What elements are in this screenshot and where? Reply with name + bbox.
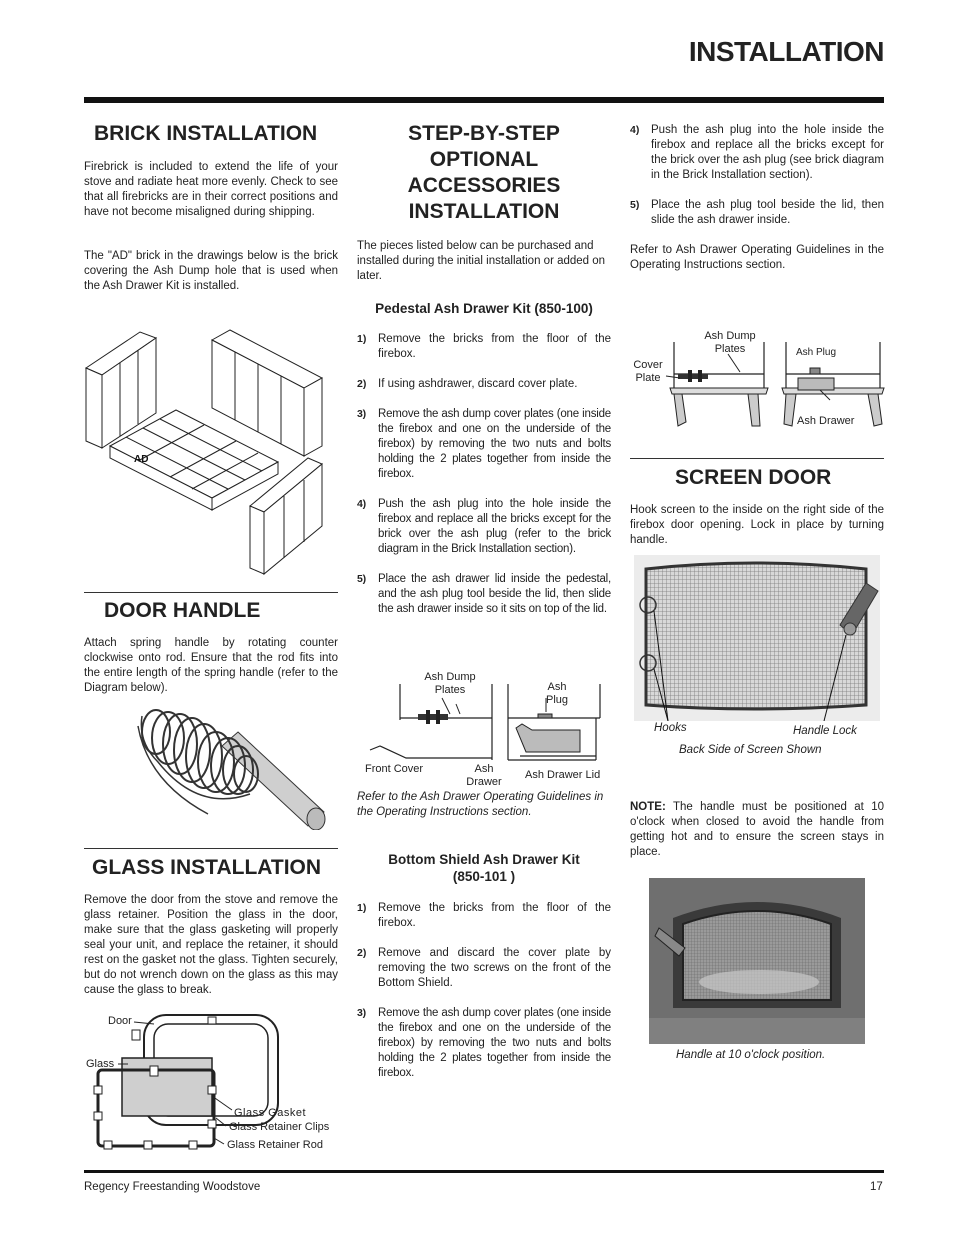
label-hooks: Hooks	[654, 722, 687, 734]
brick-para2: The "AD" brick in the drawings below is the brick covering the Ash Dump hole that is used when the Ash Drawer Kit is installed.	[84, 250, 338, 292]
glass-para: Remove the door from the stove and remove the glass retainer. Position the glass in the door, make sure that the glass gasketing will properly seal your unit, and replace the retainer, it should rest on the gasket not the glass. Tighten securely, but do not wrench down on the glass as this may cause the glass to break.	[84, 894, 338, 996]
label-ash-drawer-1: Ash Drawer	[466, 763, 502, 788]
page-title: INSTALLATION	[688, 36, 884, 67]
screen-caption-2: Handle at 10 o'clock position.	[676, 1049, 826, 1061]
note-text: The handle must be positioned at 10 o'clock when closed to avoid the handle from getting hot and to ensure the screen stays in place.	[630, 801, 884, 858]
rule-door-handle	[84, 592, 338, 593]
pedestal-heading: Pedestal Ash Drawer Kit (850-100)	[375, 301, 593, 316]
label-glass-gasket: Glass Gasket	[234, 1107, 307, 1119]
screen-door-heading: SCREEN DOOR	[675, 466, 832, 489]
pedestal-step-2: 2) If using ashdrawer, discard cover plate.	[357, 378, 578, 390]
screen-back-photo	[634, 555, 880, 721]
bottom-shield-step-2: 2) Remove and discard the cover plate by removing the two screws on the front of the Bottom Shield.	[357, 947, 611, 989]
bottom-shield-step-1: 1) Remove the bricks from the floor of the firebox.	[357, 902, 611, 929]
screen-note	[630, 800, 884, 860]
page-number: 17	[870, 1181, 883, 1193]
pedestal-step-3: 3) Remove the ash dump cover plates (one inside the firebox and one on the underside of the firebox) by removing the two nuts and bolts holding the 2 plates together from inside the firebox.	[357, 408, 611, 480]
label-ash-drawer-2: Ash Drawer	[797, 415, 855, 427]
label-ash-dump-plates-1: Ash Dump Plates	[424, 671, 476, 696]
bottom-shield-steps-cont	[630, 123, 884, 243]
note-label: NOTE:	[630, 801, 666, 813]
pedestal-step-4: 4) Push the ash plug into the hole inside the firebox and replace all the bricks except for the brick over the ash plug (refer to the brick diagram in the Brick Installation section).	[357, 498, 611, 555]
pedestal-step-1: 1) Remove the bricks from the floor of the firebox.	[357, 333, 611, 360]
screen-door-para: Hook screen to the inside on the right side of the firebox door opening. Lock in place by turning handle.	[630, 504, 884, 546]
label-cover-plate: Cover Plate	[633, 359, 663, 384]
bottom-shield-step-3: 3) Remove the ash dump cover plates (one inside the firebox and one on the underside of the firebox) by removing the two nuts and bolts holding the 2 plates together from inside the firebox.	[357, 1007, 611, 1079]
label-ash-drawer-lid: Ash Drawer Lid	[525, 769, 601, 781]
stove-handle-photo	[649, 878, 865, 1044]
label-door: Door	[108, 1015, 132, 1027]
ad-label: AD	[134, 454, 149, 465]
brick-para1: Firebrick is included to extend the life of your stove and radiate heat more evenly. Check to see that all firebricks are in their correct positions and have not become misaligned during shipping.	[84, 161, 338, 218]
rule-glass	[84, 848, 338, 849]
label-glass-retainer-clips: Glass Retainer Clips	[229, 1121, 330, 1133]
bottom-shield-step-5: 5) Place the ash plug tool beside the lid, then slide the ash drawer inside.	[630, 199, 884, 226]
spring-handle-diagram	[118, 702, 338, 830]
bottom-shield-step-4: 4) Push the ash plug into the hole inside the firebox and replace all the bricks except for the brick over the ash plug (see brick diagram in the Brick Installation section).	[630, 124, 884, 181]
glass-heading: GLASS INSTALLATION	[92, 856, 322, 879]
ash-drawer-refer: Refer to Ash Drawer Operating Guidelines in the Operating Instructions section.	[630, 244, 884, 271]
label-ash-dump-plates-2: Ash Dump Plates	[704, 330, 756, 355]
top-rule	[84, 97, 884, 103]
pedestal-step-5: 5) Place the ash drawer lid inside the pedestal, and the ash plug tool beside the lid, then slide the ash drawer inside so it sits on top of the lid.	[357, 573, 611, 615]
pedestal-caption: Refer to the Ash Drawer Operating Guidelines in the Operating Instructions section.	[357, 791, 604, 818]
rule-screen-door	[630, 458, 884, 459]
door-handle-para: Attach spring handle by rotating counter clockwise onto rod. Ensure that the rod fits into the entire length of the spring handle (refer to the Diagram below).	[84, 637, 338, 694]
label-glass: Glass	[86, 1058, 115, 1070]
label-front-cover: Front Cover	[365, 763, 424, 775]
label-handle-lock: Handle Lock	[793, 725, 857, 737]
bottom-shield-heading: Bottom Shield Ash Drawer Kit (850-101 )	[388, 852, 580, 884]
bottom-shield-steps	[357, 901, 611, 1096]
brick-heading: BRICK INSTALLATION	[94, 122, 318, 145]
accessories-heading: STEP-BY-STEP OPTIONAL ACCESSORIES INSTALLATION	[407, 122, 561, 223]
label-ash-plug-1: Ash Plug	[545, 681, 569, 706]
bottom-rule	[84, 1170, 884, 1173]
accessories-intro: The pieces listed below can be purchased and installed during the initial installation or added on later.	[357, 240, 606, 282]
door-handle-heading: DOOR HANDLE	[104, 599, 261, 622]
label-glass-retainer-rod: Glass Retainer Rod	[227, 1139, 323, 1151]
pedestal-steps	[357, 332, 611, 632]
brick-diagram	[82, 318, 340, 580]
label-ash-plug-2: Ash Plug	[796, 347, 837, 358]
screen-caption-1: Back Side of Screen Shown	[679, 744, 822, 756]
footer-title: Regency Freestanding Woodstove	[84, 1181, 261, 1193]
